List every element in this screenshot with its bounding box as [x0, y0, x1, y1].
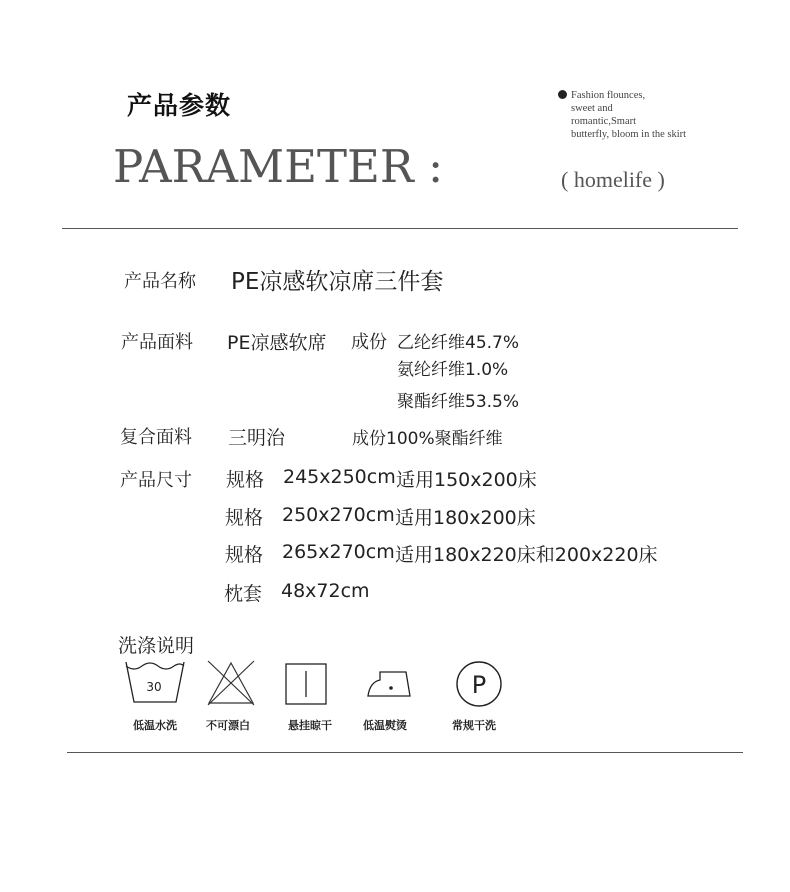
- size-dim: 265x270cm: [282, 541, 395, 563]
- product-name-value: PE凉感软凉席三件套: [231, 269, 444, 295]
- wash-30-icon: [124, 660, 186, 706]
- tagline-line: butterfly, bloom in the skirt: [571, 129, 687, 140]
- fabric-comp-label: 成份: [351, 332, 387, 353]
- dryclean-label: 常规干洗: [452, 719, 496, 732]
- bottom-divider: [67, 752, 743, 753]
- no-bleach-icon: [206, 659, 256, 707]
- page-title-cn: 产品参数: [127, 91, 232, 120]
- top-divider: [62, 228, 738, 229]
- dry-clean-letter: P: [471, 671, 487, 699]
- product-name-label: 产品名称: [124, 271, 196, 292]
- fabric-comp-line: 乙纶纤维45.7%: [397, 333, 520, 353]
- wash-title: 洗涤说明: [118, 635, 195, 657]
- fabric-comp-line: 聚酯纤维53.5%: [397, 392, 520, 412]
- fabric-label: 产品面料: [121, 332, 193, 353]
- size-dim: 245x250cm: [283, 466, 396, 488]
- composite-label: 复合面料: [120, 427, 192, 448]
- iron-low-icon: [366, 666, 416, 700]
- tagline-line: Fashion flounces,: [571, 90, 646, 101]
- fabric-value: PE凉感软席: [227, 332, 327, 354]
- size-dim: 250x270cm: [282, 504, 395, 526]
- size-fit: 适用180x220床和200x220床: [395, 544, 658, 566]
- tagline-line: sweet and: [571, 103, 613, 114]
- size-spec: 规格: [226, 469, 265, 491]
- size-spec: 规格: [225, 544, 264, 566]
- dry-clean-icon: [455, 660, 503, 708]
- tagline-line: romantic,Smart: [571, 116, 637, 127]
- fabric-comp-line: 氨纶纤维1.0%: [397, 360, 509, 380]
- pillow-dim: 48x72cm: [281, 580, 370, 602]
- composite-value: 三明治: [228, 427, 286, 449]
- bullet-dot-icon: [558, 90, 567, 99]
- size-fit: 适用180x200床: [395, 507, 536, 529]
- size-label: 产品尺寸: [120, 470, 192, 491]
- page-title-en: PARAMETER :: [113, 140, 444, 193]
- pillow-label: 枕套: [224, 583, 263, 605]
- size-spec: 规格: [225, 507, 264, 529]
- composite-comp: 成份100%聚酯纤维: [352, 429, 503, 449]
- wash-label: 低温水洗: [133, 719, 177, 732]
- tagline: [571, 89, 686, 141]
- wash-temp-text: 30: [146, 680, 162, 694]
- line-dry-icon: [285, 663, 327, 705]
- brand-name: ( homelife ): [561, 167, 665, 192]
- dry-label: 悬挂晾干: [288, 719, 332, 732]
- iron-label: 低温熨烫: [363, 719, 407, 732]
- size-fit: 适用150x200床: [396, 469, 537, 491]
- bleach-label: 不可漂白: [206, 719, 250, 732]
